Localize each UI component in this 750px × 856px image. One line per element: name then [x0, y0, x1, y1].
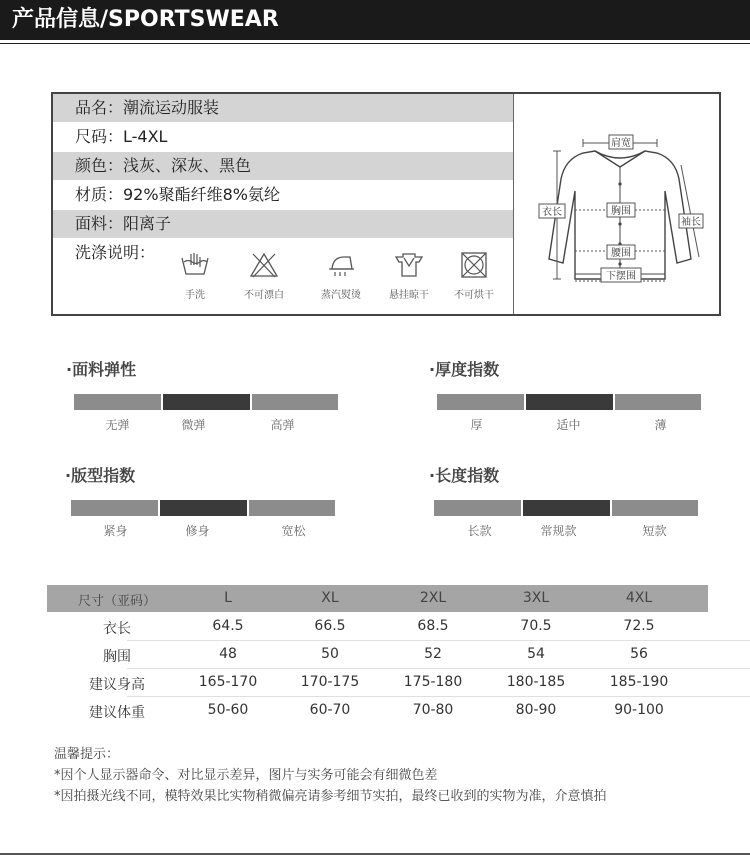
- table-cell: 70-80: [412, 702, 454, 718]
- row-divider: [127, 668, 750, 669]
- gauge-option: 短款: [642, 524, 667, 538]
- header-cell: L: [224, 590, 232, 606]
- header-divider: [0, 43, 750, 44]
- footer-divider: [0, 853, 750, 855]
- tips-section: [54, 744, 607, 807]
- garment-measure-diagram: [535, 129, 705, 289]
- tips-line: *因个人显示器命令、对比显示差异，图片与实务可能会有细微色差: [54, 768, 438, 783]
- size-table-header: [47, 585, 708, 612]
- gauge-title: ·版型指数: [65, 466, 136, 485]
- chest-label: 胸围: [611, 206, 631, 217]
- gauge-title: ·厚度指数: [429, 360, 500, 379]
- hang-dry-icon: [394, 252, 424, 278]
- table-cell: 68.5: [417, 618, 449, 634]
- gauge-segment: [612, 500, 698, 516]
- table-cell: 50-60: [207, 702, 249, 718]
- gauge-segment: [615, 394, 701, 410]
- info-row-name: [53, 94, 513, 122]
- header-cell: 4XL: [625, 590, 653, 606]
- table-cell: 90-100: [614, 702, 664, 718]
- care-hang-dry: [379, 252, 439, 301]
- length-label: 衣长: [542, 207, 562, 218]
- no-tumble-dry-icon: [459, 252, 489, 278]
- wash-instructions-title: 洗涤说明：: [75, 243, 156, 262]
- gauge-segment: [437, 394, 524, 410]
- row-label: 胸围: [103, 649, 131, 665]
- gauge-segment: [249, 500, 335, 516]
- info-divider: [513, 94, 514, 314]
- shoulder-label: 肩宽: [611, 138, 631, 149]
- gauge-option: 高弹: [270, 418, 295, 432]
- table-cell: 52: [424, 646, 442, 662]
- row-divider: [127, 640, 750, 641]
- info-row-label: 材质：92%聚酯纤维8%氨纶: [75, 185, 280, 204]
- gauge-option: 厚: [470, 418, 483, 432]
- gauge-option: 常规款: [540, 524, 577, 538]
- page-title: 产品信息/SPORTSWEAR: [12, 7, 279, 32]
- table-cell: 66.5: [314, 618, 346, 634]
- gauge-option: 无弹: [105, 418, 130, 432]
- care-steam-iron: [311, 252, 371, 301]
- info-row-label: 尺码：L-4XL: [75, 127, 168, 146]
- info-row-fabric: [53, 210, 513, 238]
- table-cell: 56: [630, 646, 648, 662]
- header-cell: 尺寸（亚码）: [77, 594, 156, 609]
- product-info-box: [51, 92, 721, 316]
- gauge-title: ·长度指数: [429, 466, 500, 485]
- gauge-option: 微弹: [181, 418, 206, 432]
- care-label: 不可漂白: [244, 290, 284, 301]
- table-cell: 80-90: [515, 702, 557, 718]
- info-row-color: [53, 152, 513, 180]
- gauge-option: 长款: [467, 524, 492, 538]
- gauge-segment-selected: [526, 394, 613, 410]
- gauge-segment: [434, 500, 521, 516]
- table-cell: 64.5: [212, 618, 244, 634]
- table-cell: 170-175: [300, 674, 360, 690]
- table-cell: 180-185: [506, 674, 566, 690]
- table-cell: 54: [527, 646, 545, 662]
- table-cell: 175-180: [403, 674, 463, 690]
- table-cell: 60-70: [309, 702, 351, 718]
- hem-label: 下摆围: [606, 271, 636, 282]
- header-cell: XL: [321, 590, 339, 606]
- gauge-option: 适中: [556, 418, 581, 432]
- gauge-option: 修身: [185, 524, 210, 538]
- gauge-option: 薄: [654, 418, 667, 432]
- care-no-tumble-dry: [444, 252, 504, 301]
- info-row-material: [53, 181, 513, 209]
- info-row-label: 面料：阳离子: [75, 214, 172, 233]
- gauge-segment: [252, 394, 338, 410]
- table-cell: 72.5: [623, 618, 655, 634]
- info-row-label: 颜色：浅灰、深灰、黑色: [75, 156, 252, 175]
- sleeve-label: 袖长: [681, 217, 701, 228]
- care-no-bleach: [234, 252, 294, 301]
- info-row-size: [53, 123, 513, 151]
- row-label: 衣长: [103, 621, 131, 637]
- care-label: 不可烘干: [454, 290, 494, 301]
- hand-wash-icon: [180, 252, 210, 278]
- gauge-option: 宽松: [281, 524, 306, 538]
- steam-iron-icon: [326, 252, 356, 278]
- row-label: 建议身高: [89, 677, 145, 693]
- waist-label: 腰围: [611, 248, 631, 259]
- row-label: 建议体重: [89, 705, 145, 721]
- table-cell: 70.5: [520, 618, 552, 634]
- gauge-segment-selected: [523, 500, 610, 516]
- gauge-segment-selected: [163, 394, 250, 410]
- gauge-segment: [71, 500, 158, 516]
- header-cell: 3XL: [522, 590, 550, 606]
- tips-title: 温馨提示：: [54, 747, 120, 762]
- no-bleach-icon: [249, 252, 279, 278]
- table-cell: 48: [219, 646, 237, 662]
- info-row-label: 品名：潮流运动服装: [75, 98, 220, 117]
- table-cell: 50: [321, 646, 339, 662]
- gauge-title: ·面料弹性: [66, 360, 137, 379]
- care-hand-wash: [165, 252, 225, 301]
- table-cell: 165-170: [198, 674, 258, 690]
- care-label: 悬挂晾干: [389, 290, 429, 301]
- header-bar: [0, 0, 750, 40]
- gauge-option: 紧身: [103, 524, 128, 538]
- table-cell: 185-190: [609, 674, 669, 690]
- care-label: 蒸汽熨烫: [321, 290, 361, 301]
- care-label: 手洗: [185, 290, 205, 301]
- header-cell: 2XL: [419, 590, 447, 606]
- gauge-segment: [74, 394, 161, 410]
- row-divider: [127, 696, 750, 697]
- gauge-segment-selected: [160, 500, 247, 516]
- tips-line: *因拍摄光线不同，模特效果比实物稍微偏亮请参考细节实拍，最终已收到的实物为准，介意慎拍: [54, 789, 607, 804]
